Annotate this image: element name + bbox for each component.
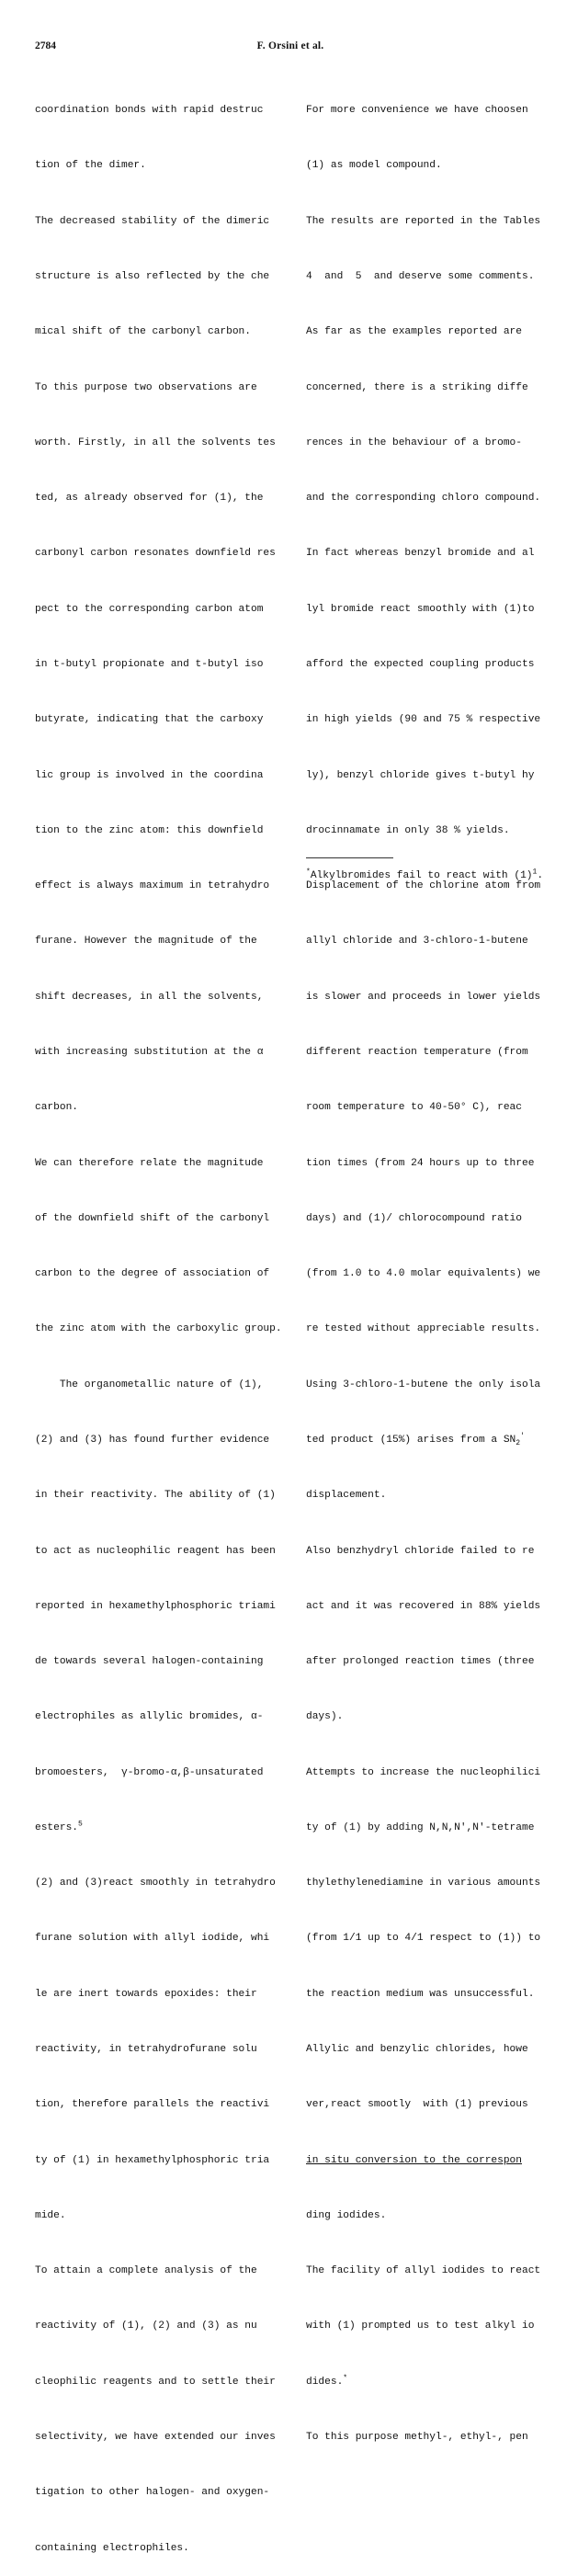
- text-line: carbonyl carbon resonates downfield res: [35, 548, 276, 560]
- text-line: containing electrophiles.: [35, 2542, 189, 2554]
- text-line: allyl chloride and 3-chloro-1-butene: [306, 936, 528, 948]
- text-line: carbon.: [35, 1102, 78, 1114]
- text-line: different reaction temperature (from: [306, 1046, 528, 1058]
- right-column: [306, 64, 569, 2465]
- text-line: de towards several halogen-containing: [35, 1656, 264, 1668]
- text-line: structure is also reflected by the che: [35, 271, 270, 283]
- text-line: rences in the behaviour of a bromo-: [306, 437, 522, 448]
- text-line: Also benzhydryl chloride failed to re: [306, 1545, 535, 1557]
- text-line: tion of the dimer.: [35, 160, 146, 172]
- text-line: [306, 2373, 569, 2391]
- text-line: ver,react smootly with (1) previous: [306, 2099, 528, 2111]
- text-line: with increasing substitution at the α: [35, 1046, 264, 1058]
- text-line: act and it was recovered in 88% yields: [306, 1600, 541, 1612]
- text-line: days) and (1)/ chlorocompound ratio: [306, 1212, 522, 1224]
- left-column: [35, 64, 294, 2576]
- text-line: in t-butyl propionate and t-butyl iso: [35, 659, 264, 670]
- footnote-reference: 1: [532, 868, 538, 877]
- text-line: mical shift of the carbonyl carbon.: [35, 326, 251, 338]
- page-number: 2784: [35, 40, 56, 51]
- text-line: To this purpose two observations are: [35, 381, 257, 393]
- text-line: tion, therefore parallels the reactivi: [35, 2099, 270, 2111]
- footnote-divider: [306, 857, 393, 858]
- text-line: of the downfield shift of the carbonyl: [35, 1212, 270, 1224]
- text-line: (2) and (3) has found further evidence: [35, 1434, 270, 1446]
- text-line: lic group is involved in the coordina: [35, 769, 264, 781]
- text-line: In fact whereas benzyl bromide and al: [306, 548, 535, 560]
- text-line: tigation to other halogen- and oxygen-: [35, 2487, 270, 2499]
- text-line: is slower and proceeds in lower yields: [306, 991, 541, 1003]
- text-line: reported in hexamethylphosphoric triami: [35, 1600, 276, 1612]
- text-line: shift decreases, in all the solvents,: [35, 991, 264, 1003]
- text-line: The organometallic nature of (1),: [35, 1379, 264, 1390]
- text-line: furane. However the magnitude of the: [35, 936, 257, 948]
- footnote-mark: *: [306, 868, 311, 877]
- text-line: in their reactivity. The ability of (1): [35, 1490, 276, 1502]
- text-line: the zinc atom with the carboxylic group.: [35, 1323, 282, 1335]
- text-line: The results are reported in the Tables: [306, 215, 541, 227]
- text-line: displacement.: [306, 1490, 387, 1502]
- text-line: The facility of allyl iodides to react: [306, 2265, 541, 2277]
- text-line: effect is always maximum in tetrahydro: [35, 880, 270, 892]
- footnote-end: .: [537, 870, 544, 881]
- text-line: (from 1.0 to 4.0 molar equivalents) we: [306, 1268, 541, 1280]
- text-line: drocinnamate in only 38 % yields.: [306, 824, 510, 836]
- footnote: [306, 867, 543, 885]
- text-line: room temperature to 40-50° C), reac: [306, 1102, 522, 1114]
- text-line: selectivity, we have extended our inves: [35, 2432, 276, 2443]
- text-line: le are inert towards epoxides: their: [35, 1988, 257, 2000]
- text-line: Using 3-chloro-1-butene the only isola: [306, 1379, 541, 1390]
- text-line: re tested without appreciable results.: [306, 1323, 541, 1335]
- text-line: worth. Firstly, in all the solvents tes: [35, 437, 276, 448]
- text-line: electrophiles as allylic bromides, α-: [35, 1711, 264, 1723]
- text-line: bromoesters, γ-bromo-α,β-unsaturated: [35, 1766, 264, 1778]
- text-line: with (1) prompted us to test alkyl io: [306, 2321, 535, 2332]
- sn-subscript: 2: [516, 1439, 521, 1448]
- text-line: (2) and (3)react smoothly in tetrahydro: [35, 1878, 276, 1889]
- text-line: after prolonged reaction times (three: [306, 1656, 535, 1668]
- text-line: mide.: [35, 2209, 66, 2221]
- text-line: tion times (from 24 hours up to three: [306, 1157, 535, 1169]
- text-line: thylethylenediamine in various amounts: [306, 1878, 541, 1889]
- text-line: reactivity, in tetrahydrofurane solu: [35, 2044, 257, 2056]
- text-line: To this purpose methyl-, ethyl-, pen: [306, 2432, 528, 2443]
- text-line: in situ conversion to the correspon: [306, 2154, 522, 2166]
- text-line: (from 1/1 up to 4/1 respect to (1)) to: [306, 1933, 541, 1945]
- text-line: pect to the corresponding carbon atom: [35, 603, 264, 615]
- text-line: [306, 1431, 569, 1449]
- running-head: F. Orsini et al.: [256, 40, 324, 51]
- text-line: coordination bonds with rapid destruc: [35, 105, 264, 117]
- text-line: ding iodides.: [306, 2209, 387, 2221]
- text-line: ty of (1) by adding N,N,N',N'-tetrame: [306, 1821, 535, 1833]
- text-line: ty of (1) in hexamethylphosphoric tria: [35, 2154, 270, 2166]
- text-line: cleophilic reagents and to settle their: [35, 2376, 276, 2388]
- text-line: 4 and 5 and deserve some comments.: [306, 271, 535, 283]
- text-line: in high yields (90 and 75 % respective: [306, 714, 541, 726]
- text-line: furane solution with allyl iodide, whi: [35, 1933, 270, 1945]
- text-line: tion to the zinc atom: this downfield: [35, 824, 264, 836]
- text-line: lyl bromide react smoothly with (1)to: [306, 603, 535, 615]
- text-line-content: ted product (15%) arises from a SN: [306, 1434, 516, 1446]
- text-line: afford the expected coupling products: [306, 659, 535, 670]
- text-line: We can therefore relate the magnitude: [35, 1157, 264, 1169]
- text-line: Displacement of the chlorine atom from: [306, 880, 541, 892]
- text-line: and the corresponding chloro compound.: [306, 493, 541, 505]
- text-line: For more convenience we have choosen: [306, 105, 528, 117]
- text-line: concerned, there is a striking diffe: [306, 381, 528, 393]
- text-line: [35, 1819, 294, 1837]
- text-line: As far as the examples reported are: [306, 326, 522, 338]
- text-line: Attempts to increase the nucleophilici: [306, 1766, 541, 1778]
- text-line: (1) as model compound.: [306, 160, 442, 172]
- text-line-content: esters.: [35, 1821, 78, 1833]
- text-line-content: dides.: [306, 2376, 344, 2388]
- text-line: reactivity of (1), (2) and (3) as nu: [35, 2321, 257, 2332]
- reference-superscript: 5: [78, 1820, 83, 1829]
- text-line: to act as nucleophilic reagent has been: [35, 1545, 276, 1557]
- sn-prime: ': [520, 1432, 525, 1441]
- text-line: Allylic and benzylic chlorides, howe: [306, 2044, 528, 2056]
- text-line: butyrate, indicating that the carboxy: [35, 714, 264, 726]
- text-line: days).: [306, 1711, 344, 1723]
- text-line: carbon to the degree of association of: [35, 1268, 270, 1280]
- page-header: [35, 40, 546, 57]
- text-line: the reaction medium was unsuccessful.: [306, 1988, 535, 2000]
- footnote-marker: *: [343, 2373, 348, 2382]
- footnote-text: Alkylbromides fail to react with (1): [310, 870, 533, 881]
- text-line: ted, as already observed for (1), the: [35, 493, 264, 505]
- text-line: The decreased stability of the dimeric: [35, 215, 270, 227]
- text-line: ly), benzyl chloride gives t-butyl hy: [306, 769, 535, 781]
- text-line: To attain a complete analysis of the: [35, 2265, 257, 2277]
